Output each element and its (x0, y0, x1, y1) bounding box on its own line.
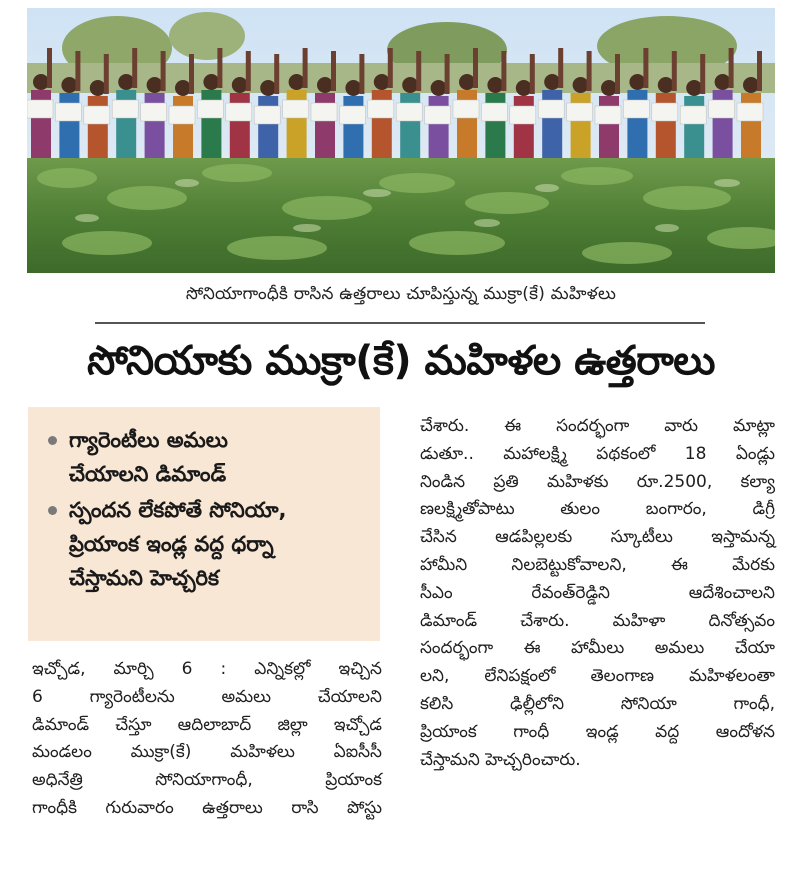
body-line: డిమాండ్ చేస్తూ ఆదిలాబాద్ జిల్లా ఇచ్చోడ (32, 714, 382, 735)
body-line: సందర్భంగా ఈ హామీలు అమలు చేయా (420, 638, 775, 659)
highlights-box (28, 407, 380, 641)
body-line: సీఎం రేవంత్‌రెడ్డిని ఆదేశించాలని (420, 582, 775, 603)
body-line: లని, లేనిపక్షంలో తెలంగాణ మహిళలంతా (420, 666, 775, 687)
body-line: చేశారు. ఈ సందర్భంగా వారు మాట్లా (420, 416, 775, 436)
body-line: 6 గ్యారెంటీలను అమలు చేయాలని (32, 686, 382, 707)
highlight-line: ప్రియాంక ఇండ్ల వద్ద ధర్నా (69, 532, 274, 556)
body-line: చేసిన ఆడపిల్లలకు స్కూటీలు ఇస్తామన్న (420, 527, 775, 548)
body-line: అధినేత్రి సోనియాగాంధీ, ప్రియాంక (32, 770, 382, 791)
divider-rule (95, 322, 705, 324)
highlight-item (48, 493, 368, 595)
women-holding-letters-photo (27, 8, 775, 273)
highlight-line: స్పందన లేకపోతే సోనియా, (69, 498, 287, 522)
headline: సోనియాకు ముక్రా(కే) మహిళల ఉత్తరాలు (87, 338, 715, 384)
photo-caption: సోనియాగాంధీకి రాసిన ఉత్తరాలు చూపిస్తున్న ముక్రా(కే) మహిళలు (185, 284, 617, 304)
body-line: నిండిన ప్రతి మహిళకు రూ.2500, కల్యా (420, 471, 775, 492)
news-photo (27, 8, 775, 273)
body-line: ఇచ్చోడ, మార్చి 6 : ఎన్నికల్లో ఇచ్చిన (32, 659, 382, 679)
body-line: హామీని నిలబెట్టుకోవాలని, ఈ మేరకు (420, 554, 775, 575)
bullet-icon (48, 436, 57, 445)
body-line: ణలక్ష్మితోపాటు తులం బంగారం, డిగ్రీ (420, 499, 775, 520)
article-column-right (420, 413, 775, 774)
highlight-item (48, 423, 368, 491)
article-column-left (32, 656, 382, 823)
body-line: డిమాండ్ చేశారు. మహిళా దినోత్సవం (420, 610, 775, 631)
bullet-icon (48, 506, 57, 515)
body-line: చేస్తామని హెచ్చరించారు. (420, 749, 581, 770)
body-line: ప్రియాంక గాంధీ ఇండ్ల వద్ద ఆందోళన (420, 721, 775, 742)
body-line: గాంధీకి గురువారం ఉత్తరాలు రాసి పోస్టు (32, 797, 382, 818)
body-line: కలిసి ఢిల్లీలోని సోనియా గాంధీ, (420, 693, 775, 714)
highlight-line: గ్యారెంటీలు అమలు (69, 428, 228, 452)
body-line: డుతూ.. మహాలక్ష్మి పథకంలో 18 ఏండ్లు (420, 443, 775, 464)
highlight-line: చేస్తామని హెచ్చరిక (69, 566, 219, 590)
body-line: మండలం ముక్రా(కే) మహిళలు ఏఐసీసీ (32, 742, 382, 763)
highlight-line: చేయాలని డిమాండ్ (69, 462, 227, 486)
